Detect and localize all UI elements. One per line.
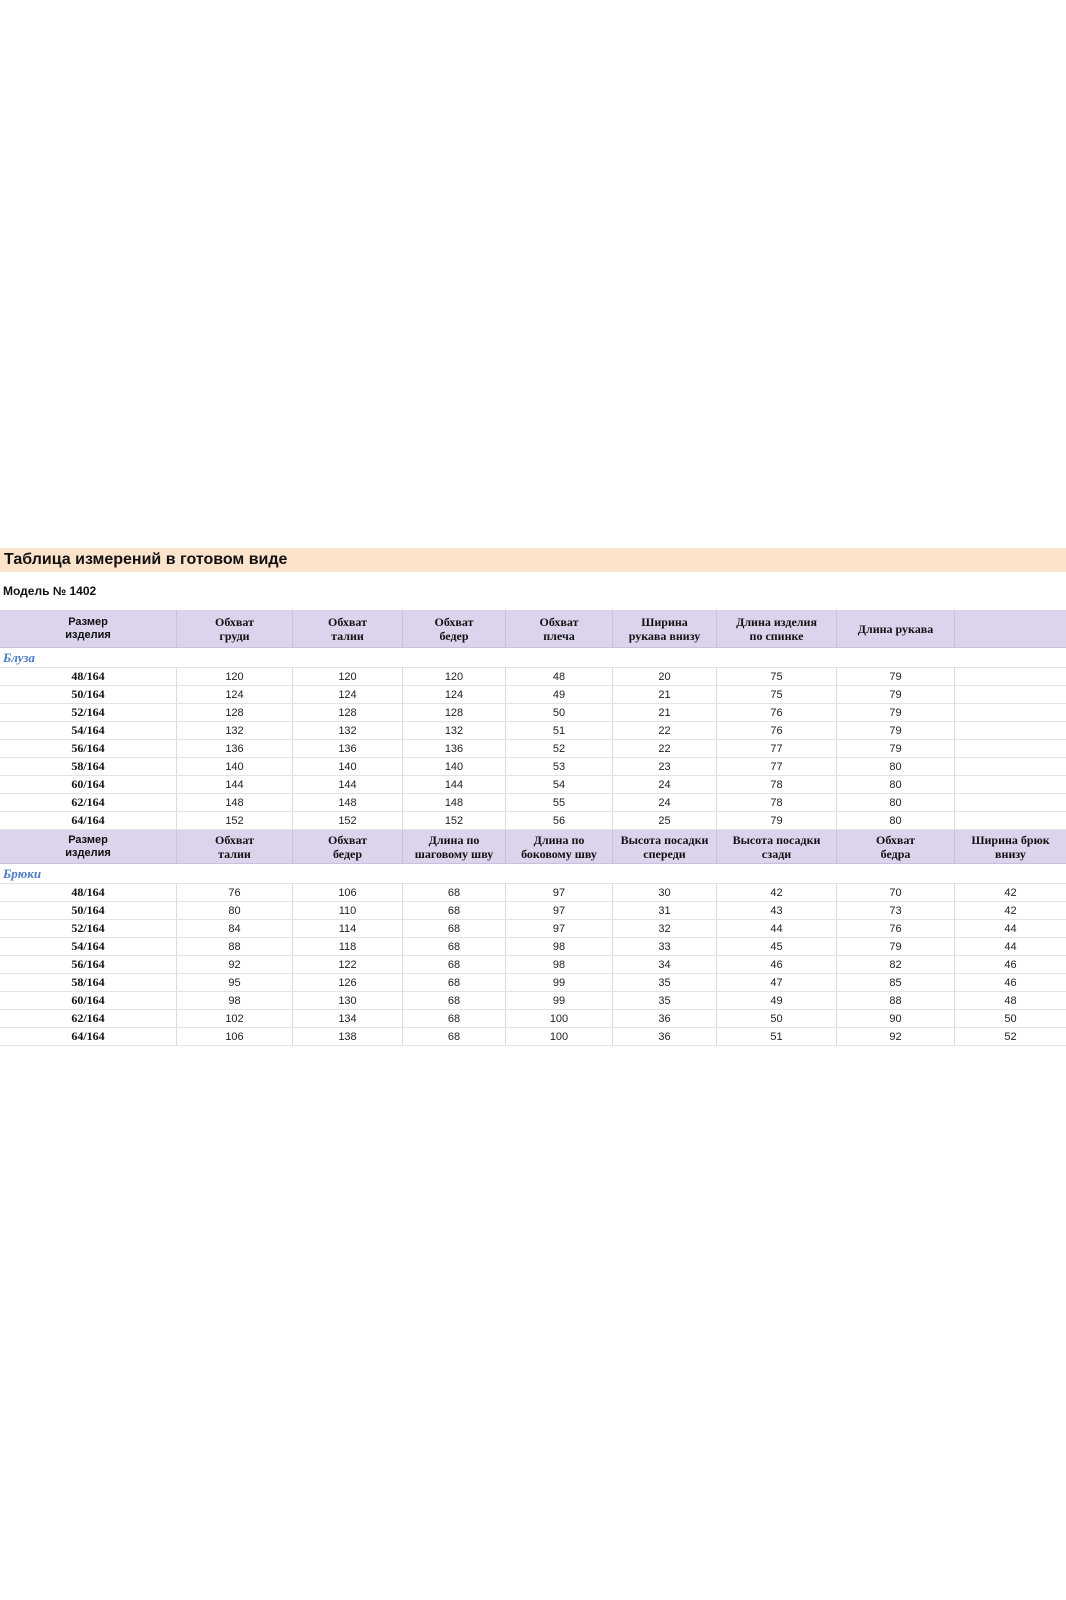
header-line: Обхват xyxy=(876,832,915,847)
table-row xyxy=(0,992,1066,1010)
header-line: Высота посадки xyxy=(732,832,821,847)
blouse-header-cell xyxy=(717,610,837,647)
measurement-cell: 130 xyxy=(293,992,403,1009)
size-cell: 54/164 xyxy=(0,722,177,739)
table-row xyxy=(0,776,1066,794)
measurement-cell: 144 xyxy=(177,776,293,793)
header-line: плеча xyxy=(543,628,575,643)
header-line: бедер xyxy=(332,846,363,861)
measurement-cell: 47 xyxy=(717,974,837,991)
measurement-cell: 95 xyxy=(177,974,293,991)
measurement-cell: 80 xyxy=(837,812,955,829)
trousers-section-label: Брюки xyxy=(0,864,1066,884)
table-row xyxy=(0,902,1066,920)
measurement-cell xyxy=(955,776,1066,793)
measurement-cell: 42 xyxy=(1004,904,1017,917)
table-row xyxy=(0,1028,1066,1046)
size-cell: 50/164 xyxy=(0,902,177,919)
measurement-cell: 49 xyxy=(506,686,613,703)
measurement-cell: 54 xyxy=(506,776,613,793)
trousers-header-cell xyxy=(955,830,1066,863)
size-cell: 52/164 xyxy=(0,920,177,937)
blouse-header-cell xyxy=(506,610,613,647)
blouse-header-cell xyxy=(837,610,955,647)
measurement-cell: 124 xyxy=(177,686,293,703)
measurement-cell: 84 xyxy=(177,920,293,937)
measurement-cell: 55 xyxy=(506,794,613,811)
measurement-cell: 42 xyxy=(1004,886,1017,899)
measurement-cell: 136 xyxy=(177,740,293,757)
measurement-cell: 144 xyxy=(403,776,506,793)
measurement-cell: 88 xyxy=(177,938,293,955)
measurement-cell xyxy=(955,758,1066,775)
measurement-cell: 126 xyxy=(293,974,403,991)
measurement-cell: 97 xyxy=(506,902,613,919)
measurement-cell: 33 xyxy=(613,938,717,955)
header-line: боковому шву xyxy=(521,846,597,861)
measurement-cell: 70 xyxy=(837,884,955,901)
measurement-cell xyxy=(955,794,1066,811)
measurement-cell: 68 xyxy=(403,920,506,937)
measurement-cell: 114 xyxy=(293,920,403,937)
header-line: Ширина xyxy=(641,614,688,629)
header-line: груди xyxy=(219,628,250,643)
measurement-cell: 138 xyxy=(293,1028,403,1045)
size-cell: 60/164 xyxy=(0,776,177,793)
measurement-cell: 100 xyxy=(506,1010,613,1027)
measurement-cell: 21 xyxy=(613,704,717,721)
trousers-header-cell xyxy=(837,830,955,863)
measurement-cell: 79 xyxy=(837,722,955,739)
measurement-cell xyxy=(955,668,1066,685)
measurement-cell: 140 xyxy=(177,758,293,775)
measurement-cell: 85 xyxy=(837,974,955,991)
measurement-cell: 122 xyxy=(293,956,403,973)
measurement-cell: 79 xyxy=(837,686,955,703)
measurement-cell: 140 xyxy=(403,758,506,775)
header-line: изделия xyxy=(65,628,111,641)
measurement-cell: 102 xyxy=(177,1010,293,1027)
measurement-cell xyxy=(955,686,1066,703)
measurement-cell: 80 xyxy=(177,902,293,919)
measurement-cell: 134 xyxy=(293,1010,403,1027)
trousers-header-cell xyxy=(506,830,613,863)
measurement-cell: 68 xyxy=(403,1028,506,1045)
measurement-cell: 136 xyxy=(403,740,506,757)
measurement-cell: 46 xyxy=(1004,958,1017,971)
measurement-cell: 46 xyxy=(1004,976,1017,989)
measurement-cell: 35 xyxy=(613,974,717,991)
measurement-cell: 99 xyxy=(506,974,613,991)
header-line: Длина по xyxy=(533,832,585,847)
measurement-cell: 25 xyxy=(613,812,717,829)
measurement-cell: 50 xyxy=(1004,1012,1017,1025)
trousers-rows xyxy=(0,884,1066,1046)
table-row xyxy=(0,956,1066,974)
measurement-cell: 48 xyxy=(1004,994,1017,1007)
header-line: сзади xyxy=(761,846,792,861)
blouse-header-cell xyxy=(613,610,717,647)
header-line: Обхват xyxy=(215,832,254,847)
measurement-cell: 42 xyxy=(717,884,837,901)
measurement-cell: 88 xyxy=(837,992,955,1009)
header-line: Размер xyxy=(68,833,108,846)
measurement-cell: 50 xyxy=(717,1010,837,1027)
measurement-cell: 32 xyxy=(613,920,717,937)
measurement-cell: 36 xyxy=(613,1010,717,1027)
measurement-cell: 34 xyxy=(613,956,717,973)
measurement-cell xyxy=(955,704,1066,721)
measurement-cell: 128 xyxy=(177,704,293,721)
measurement-cell: 68 xyxy=(403,938,506,955)
header-line: Обхват xyxy=(539,614,579,629)
measurement-cell: 148 xyxy=(177,794,293,811)
measurement-cell: 118 xyxy=(293,938,403,955)
measurement-cell: 77 xyxy=(717,740,837,757)
trousers-header-row xyxy=(0,830,1066,864)
measurement-cell: 30 xyxy=(613,884,717,901)
measurement-cell: 128 xyxy=(293,704,403,721)
measurement-cell: 44 xyxy=(1004,940,1017,953)
blouse-header-cell xyxy=(177,610,293,647)
size-cell: 56/164 xyxy=(0,740,177,757)
header-line: талии xyxy=(331,628,364,643)
measurement-cell: 56 xyxy=(506,812,613,829)
trousers-header-cell xyxy=(0,830,177,863)
blouse-header-cell xyxy=(955,610,1066,647)
measurement-cell: 68 xyxy=(403,974,506,991)
measurement-cell: 76 xyxy=(717,722,837,739)
header-line: Обхват xyxy=(328,832,367,847)
measurement-cell: 20 xyxy=(613,668,717,685)
size-cell: 50/164 xyxy=(0,686,177,703)
measurement-cell: 68 xyxy=(403,1010,506,1027)
header-line: по спинке xyxy=(749,628,804,643)
measurement-cell: 106 xyxy=(177,1028,293,1045)
measurement-cell: 79 xyxy=(837,668,955,685)
size-cell: 58/164 xyxy=(0,758,177,775)
table-row xyxy=(0,1010,1066,1028)
measurement-cell: 148 xyxy=(403,794,506,811)
measurement-cell: 99 xyxy=(506,992,613,1009)
trousers-header-cell xyxy=(403,830,506,863)
table-row xyxy=(0,794,1066,812)
measurement-cell: 50 xyxy=(506,704,613,721)
blouse-header-row xyxy=(0,610,1066,648)
measurement-cell: 82 xyxy=(837,956,955,973)
measurement-cell: 92 xyxy=(177,956,293,973)
measurement-cell: 136 xyxy=(293,740,403,757)
size-cell: 64/164 xyxy=(0,812,177,829)
table-row xyxy=(0,686,1066,704)
measurement-cell: 22 xyxy=(613,740,717,757)
header-line: Обхват xyxy=(215,614,254,629)
size-cell: 56/164 xyxy=(0,956,177,973)
measurement-cell: 79 xyxy=(717,812,837,829)
measurement-cell: 76 xyxy=(177,884,293,901)
header-line: бедра xyxy=(880,846,911,861)
measurement-cell: 68 xyxy=(403,992,506,1009)
blouse-header-cell xyxy=(293,610,403,647)
measurement-cell: 24 xyxy=(613,794,717,811)
table-row xyxy=(0,884,1066,902)
size-cell: 62/164 xyxy=(0,1010,177,1027)
measurement-cell: 43 xyxy=(717,902,837,919)
measurement-cell: 98 xyxy=(506,938,613,955)
measurement-cell: 97 xyxy=(506,920,613,937)
table-row xyxy=(0,758,1066,776)
measurement-cell: 120 xyxy=(293,668,403,685)
measurement-cell: 76 xyxy=(837,920,955,937)
measurement-cell: 124 xyxy=(403,686,506,703)
measurement-cell: 52 xyxy=(506,740,613,757)
table-row xyxy=(0,974,1066,992)
header-line: внизу xyxy=(995,846,1026,861)
measurement-cell xyxy=(955,812,1066,829)
measurement-cell: 132 xyxy=(403,722,506,739)
measurement-cell: 31 xyxy=(613,902,717,919)
trousers-header-cell xyxy=(293,830,403,863)
header-line: Обхват xyxy=(434,614,474,629)
header-line: Размер xyxy=(68,615,108,628)
measurement-cell: 120 xyxy=(403,668,506,685)
measurement-cell: 73 xyxy=(837,902,955,919)
size-cell: 48/164 xyxy=(0,668,177,685)
measurement-cell: 140 xyxy=(293,758,403,775)
measurement-cell: 75 xyxy=(717,668,837,685)
blouse-section-label: Блуза xyxy=(0,648,1066,668)
measurement-cell: 77 xyxy=(717,758,837,775)
measurement-cell: 51 xyxy=(506,722,613,739)
blouse-header-cell xyxy=(0,610,177,647)
measurement-cell: 78 xyxy=(717,794,837,811)
size-cell: 64/164 xyxy=(0,1028,177,1045)
measurement-cell: 68 xyxy=(403,902,506,919)
measurement-cell: 100 xyxy=(506,1028,613,1045)
measurement-cell: 92 xyxy=(837,1028,955,1045)
measurement-cell: 76 xyxy=(717,704,837,721)
size-cell: 48/164 xyxy=(0,884,177,901)
header-line: Обхват xyxy=(328,614,367,629)
measurement-cell: 78 xyxy=(717,776,837,793)
measurement-cell: 51 xyxy=(717,1028,837,1045)
measurement-cell: 97 xyxy=(506,884,613,901)
measurement-cell: 80 xyxy=(837,758,955,775)
measurement-cell: 24 xyxy=(613,776,717,793)
table-row xyxy=(0,920,1066,938)
header-line: бедер xyxy=(439,628,469,643)
header-line: рукава внизу xyxy=(628,628,701,643)
size-cell: 60/164 xyxy=(0,992,177,1009)
header-line: шаговому шву xyxy=(414,846,494,861)
header-line: изделия xyxy=(65,846,111,859)
measurement-cell: 110 xyxy=(293,902,403,919)
header-line: Длина по xyxy=(428,832,480,847)
measurement-cell: 148 xyxy=(293,794,403,811)
measurement-cell: 46 xyxy=(717,956,837,973)
measurement-cell: 152 xyxy=(293,812,403,829)
measurements-table xyxy=(0,610,1066,1046)
header-line: талии xyxy=(218,846,251,861)
header-line: Длина изделия xyxy=(736,614,817,629)
measurement-cell: 106 xyxy=(293,884,403,901)
measurement-cell xyxy=(955,740,1066,757)
header-line: Ширина брюк xyxy=(971,832,1050,847)
table-row xyxy=(0,812,1066,830)
measurement-cell: 98 xyxy=(177,992,293,1009)
measurement-cell: 98 xyxy=(506,956,613,973)
blouse-header-cell xyxy=(403,610,506,647)
measurement-cell: 128 xyxy=(403,704,506,721)
size-chart-sheet xyxy=(0,548,1066,1046)
measurement-cell: 79 xyxy=(837,704,955,721)
measurement-cell: 22 xyxy=(613,722,717,739)
measurement-cell: 49 xyxy=(717,992,837,1009)
table-row xyxy=(0,668,1066,686)
measurement-cell: 80 xyxy=(837,794,955,811)
measurement-cell: 23 xyxy=(613,758,717,775)
size-cell: 58/164 xyxy=(0,974,177,991)
measurement-cell: 21 xyxy=(613,686,717,703)
measurement-cell: 75 xyxy=(717,686,837,703)
model-number: Модель № 1402 xyxy=(3,584,97,598)
measurement-cell xyxy=(955,722,1066,739)
measurement-cell: 79 xyxy=(837,740,955,757)
measurement-cell: 120 xyxy=(177,668,293,685)
trousers-header-cell xyxy=(613,830,717,863)
measurement-cell: 68 xyxy=(403,956,506,973)
measurement-cell: 68 xyxy=(403,884,506,901)
measurement-cell: 36 xyxy=(613,1028,717,1045)
measurement-cell: 79 xyxy=(837,938,955,955)
measurement-cell: 35 xyxy=(613,992,717,1009)
measurement-cell: 48 xyxy=(506,668,613,685)
measurement-cell: 90 xyxy=(837,1010,955,1027)
size-cell: 62/164 xyxy=(0,794,177,811)
measurement-cell: 44 xyxy=(717,920,837,937)
header-line: Длина рукава xyxy=(857,621,934,636)
measurement-cell: 44 xyxy=(1004,922,1017,935)
trousers-header-cell xyxy=(717,830,837,863)
table-row xyxy=(0,740,1066,758)
measurement-cell: 80 xyxy=(837,776,955,793)
measurement-cell: 152 xyxy=(177,812,293,829)
table-row xyxy=(0,704,1066,722)
table-row xyxy=(0,938,1066,956)
measurement-cell: 45 xyxy=(717,938,837,955)
measurement-cell: 152 xyxy=(403,812,506,829)
measurement-cell: 132 xyxy=(293,722,403,739)
page-title: Таблица измерений в готовом виде xyxy=(0,548,1066,572)
measurement-cell: 52 xyxy=(1004,1030,1017,1043)
measurement-cell: 132 xyxy=(177,722,293,739)
trousers-header-cell xyxy=(177,830,293,863)
table-row xyxy=(0,722,1066,740)
size-cell: 52/164 xyxy=(0,704,177,721)
header-line: Высота посадки xyxy=(620,832,709,847)
size-cell: 54/164 xyxy=(0,938,177,955)
blouse-rows xyxy=(0,668,1066,830)
measurement-cell: 144 xyxy=(293,776,403,793)
header-line: спереди xyxy=(643,846,686,861)
measurement-cell: 124 xyxy=(293,686,403,703)
measurement-cell: 53 xyxy=(506,758,613,775)
